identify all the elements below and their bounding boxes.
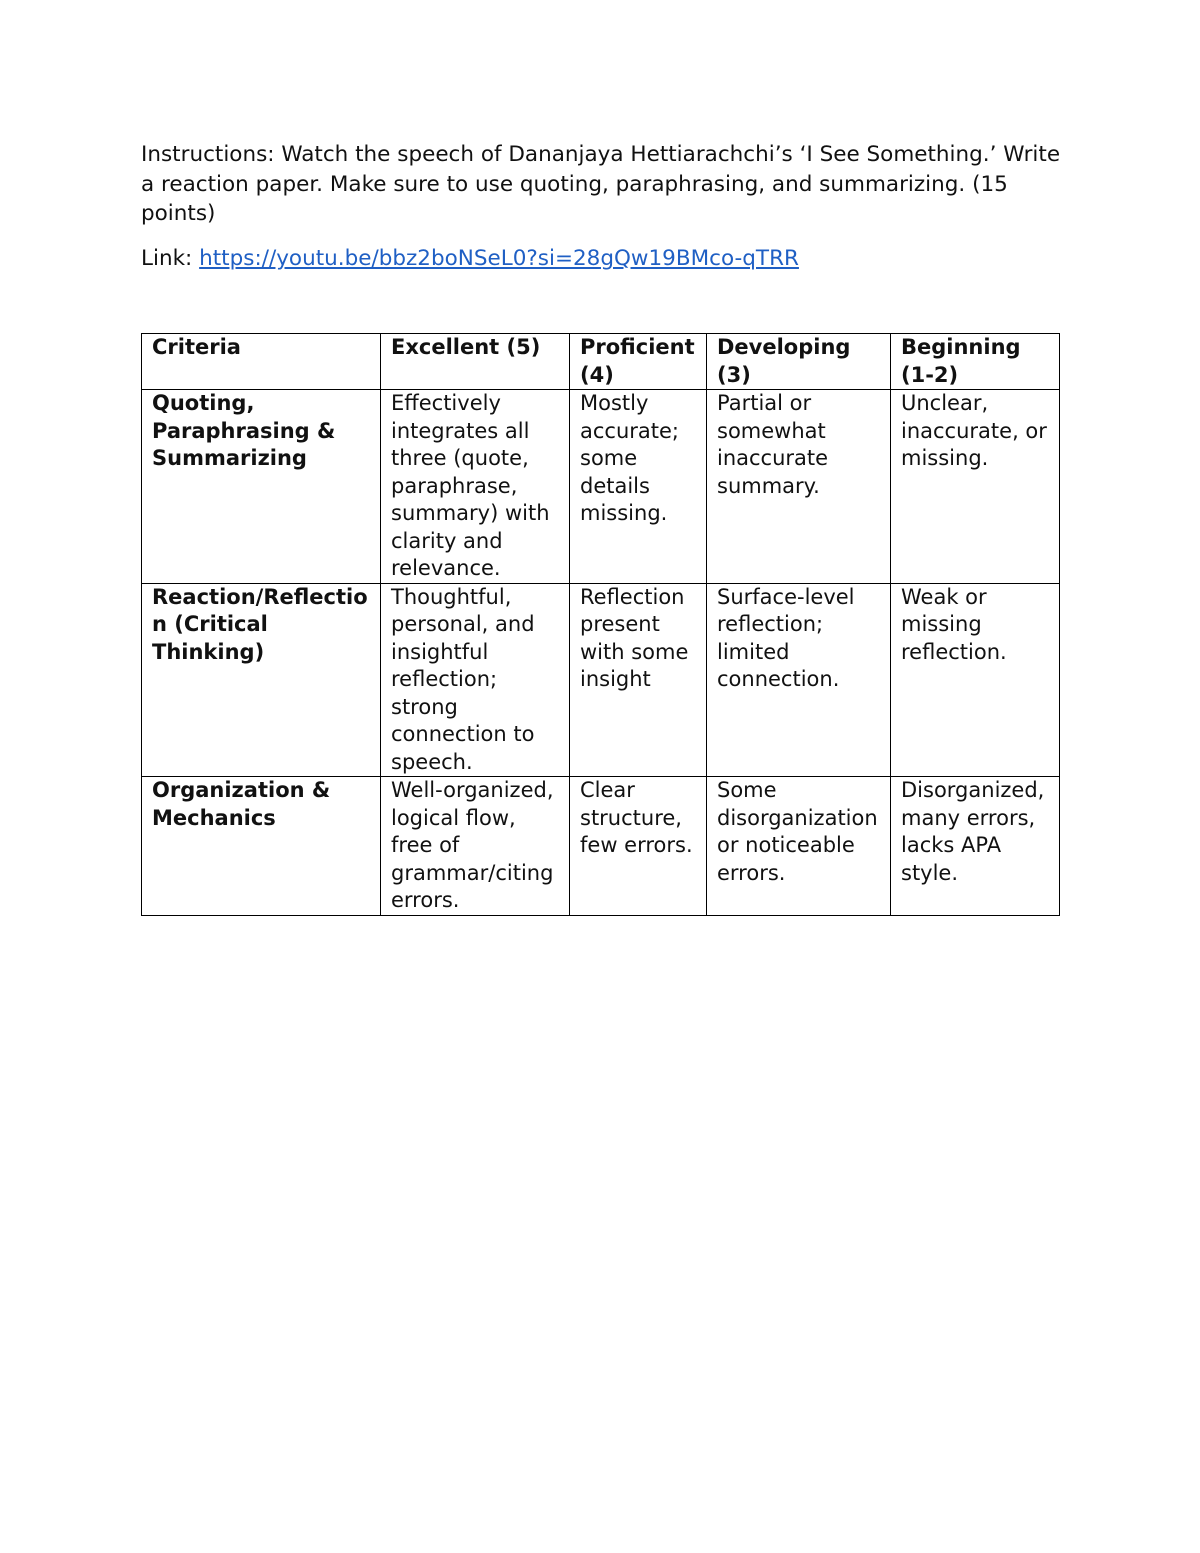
excellent-cell: Thoughtful, personal, and insightful reflection; strong connection to speech. — [381, 583, 570, 777]
developing-cell: Partial or somewhat inaccurate summary. — [707, 390, 891, 584]
header-beginning: Beginning (1-2) — [891, 334, 1060, 390]
developing-cell: Some disorganization or noticeable errors. — [707, 777, 891, 916]
beginning-cell: Unclear, inaccurate, or missing. — [891, 390, 1060, 584]
criteria-cell: Organization & Mechanics — [142, 777, 381, 916]
criteria-cell: Reaction/Reflection (Critical Thinking) — [142, 583, 381, 777]
header-criteria: Criteria — [142, 334, 381, 390]
link-label: Link: — [141, 246, 193, 271]
beginning-cell: Weak or missing reflection. — [891, 583, 1060, 777]
table-row — [142, 390, 1060, 584]
proficient-cell: Clear structure, few errors. — [570, 777, 707, 916]
beginning-cell: Disorganized, many errors, lacks APA style. — [891, 777, 1060, 916]
developing-cell: Surface-level reflection; limited connection. — [707, 583, 891, 777]
excellent-cell: Effectively integrates all three (quote, paraphrase, summary) with clarity and relevance. — [381, 390, 570, 584]
table-header-row — [142, 334, 1060, 390]
proficient-cell: Reflection present with some insight — [570, 583, 707, 777]
header-developing: Developing (3) — [707, 334, 891, 390]
header-excellent: Excellent (5) — [381, 334, 570, 390]
criteria-cell: Quoting, Paraphrasing & Summarizing — [142, 390, 381, 584]
table-row — [142, 777, 1060, 916]
table-row — [142, 583, 1060, 777]
header-proficient: Proficient (4) — [570, 334, 707, 390]
proficient-cell: Mostly accurate; some details missing. — [570, 390, 707, 584]
excellent-cell: Well-organized, logical flow, free of grammar/citing errors. — [381, 777, 570, 916]
link-line — [141, 244, 799, 274]
instructions-text: Instructions: Watch the speech of Dananjaya Hettiarachchi’s ‘I See Something.’ Write a reaction paper. Make sure to use quoting, paraphrasing, and summarizing. (15 points) — [141, 142, 1061, 226]
rubric-table — [141, 333, 1060, 916]
video-link[interactable]: https://youtu.be/bbz2boNSeL0?si=28gQw19BMco-qTRR — [199, 246, 799, 271]
